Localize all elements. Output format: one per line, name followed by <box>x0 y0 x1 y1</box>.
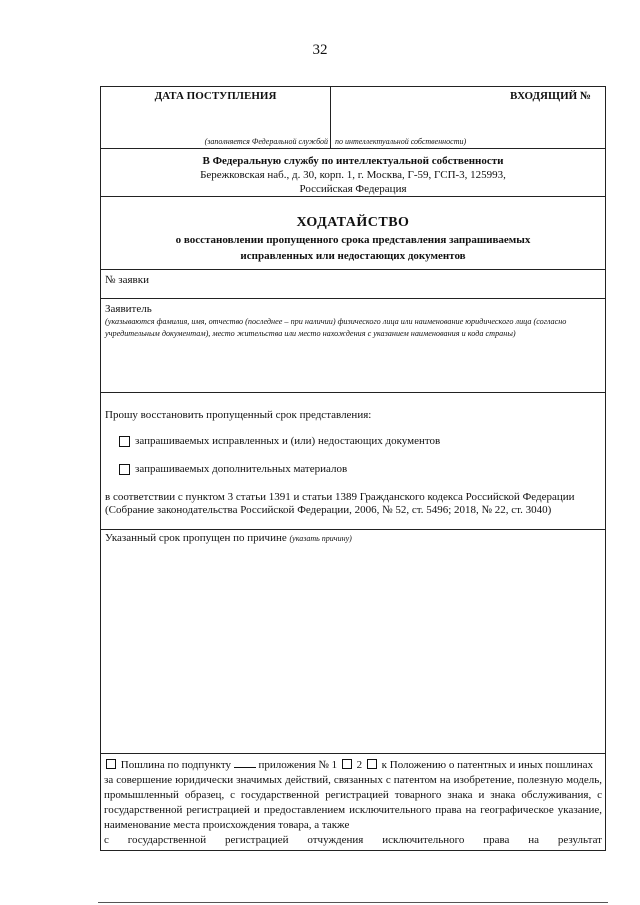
addressee-block <box>101 149 605 197</box>
applicant-field[interactable] <box>101 299 605 393</box>
application-number-label: № заявки <box>105 274 149 286</box>
receipt-header <box>101 87 605 149</box>
checkbox-appendix-1[interactable] <box>342 759 352 769</box>
applicant-note: (указываются фамилия, имя, отчество (последнее – при наличии) физического лица или наименование юридического лица (согласно учредительным документам), место жительства или место нахождения с указанием наименования и кода страны) <box>105 317 567 338</box>
date-received-cell[interactable] <box>101 87 331 148</box>
fee-text: за совершение юридически значимых действий, связанных с патентом на изобретение, полезную модель, промышленный образец, с государственной регистрацией товарного знака и знака обслуживания, с государственной регистрацией и предоставлением исключительного права на географическое указание, наименование места происхождения товара, а также <box>104 774 602 831</box>
fee-first-line <box>104 757 602 773</box>
fee-part4: к Положению о патентных и иных пошлинах <box>381 759 594 771</box>
header-note-right: по интеллектуальной собственности) <box>335 137 467 146</box>
option-additional-materials[interactable] <box>105 463 601 475</box>
document-title: ХОДАТАЙСТВО <box>296 215 410 230</box>
checkbox-fee[interactable] <box>106 759 116 769</box>
fee-last-line: с государственной регистрацией отчуждения исключительного права на результат <box>104 834 602 846</box>
option-additional-materials-label: запрашиваемых дополнительных материалов <box>135 463 348 475</box>
reason-field[interactable] <box>101 530 605 754</box>
checkbox-corrected-documents[interactable] <box>119 436 130 447</box>
document-subtitle-line2: исправленных или недостающих документов <box>240 250 466 262</box>
header-note-left: (заполняется Федеральной службой <box>204 137 328 146</box>
date-received-label: ДАТА ПОСТУПЛЕНИЯ <box>154 90 277 102</box>
document-subtitle-line1: о восстановлении пропущенного срока представления запрашиваемых <box>175 234 531 246</box>
option-corrected-documents[interactable] <box>105 435 601 447</box>
incoming-number-label: ВХОДЯЩИЙ № <box>510 90 591 102</box>
application-number-field[interactable] <box>101 270 605 299</box>
incoming-number-cell[interactable] <box>331 87 605 148</box>
addressee-country: Российская Федерация <box>299 183 407 195</box>
reason-label: Указанный срок пропущен по причине <box>105 532 287 544</box>
request-intro: Прошу восстановить пропущенный срок представления: <box>105 409 372 421</box>
page-bottom-rule <box>98 902 608 903</box>
request-block <box>101 393 605 530</box>
checkbox-appendix-2[interactable] <box>367 759 377 769</box>
fee-subparagraph-blank[interactable] <box>234 757 256 768</box>
addressee-street: Бережковская наб., д. 30, корп. 1, г. Москва, Г-59, ГСП-3, 125993, <box>200 169 506 181</box>
fee-part1: Пошлина по подпункту <box>120 759 231 771</box>
document-title-block <box>101 197 605 270</box>
page-number: 32 <box>312 42 328 58</box>
reason-hint: (указать причину) <box>289 534 352 543</box>
legal-basis: в соответствии с пунктом 3 статьи 1391 и статьи 1389 Гражданского кодекса Российской Федерации (Собрание законодательства Российской Федерации, 2006, № 52, ст. 5496; 2018, № 22, ст. 3040) <box>105 491 575 516</box>
petition-form <box>100 86 606 851</box>
checkbox-additional-materials[interactable] <box>119 464 130 475</box>
option-corrected-documents-label: запрашиваемых исправленных и (или) недостающих документов <box>135 435 441 447</box>
fee-block <box>101 754 605 851</box>
addressee-name: В Федеральную службу по интеллектуальной собственности <box>202 155 504 167</box>
applicant-label: Заявитель <box>105 303 152 315</box>
fee-part2: приложения № 1 <box>258 759 338 771</box>
fee-part3: 2 <box>356 759 363 771</box>
